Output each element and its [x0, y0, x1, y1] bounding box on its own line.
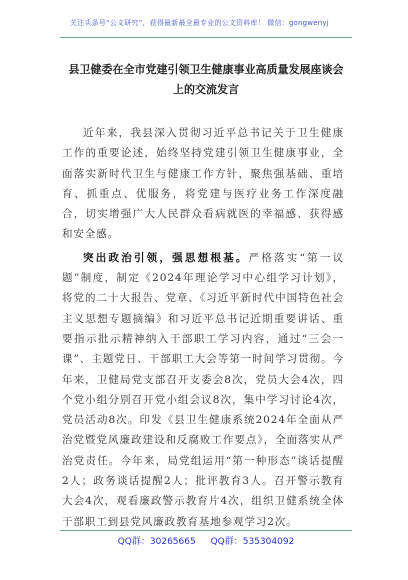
paragraph-intro: 近年来，我县深入贯彻习近平总书记关于卫生健康工作的重要论述，始终坚持党建引领卫生健康事业，全面落实新时代卫生与健康工作方针，聚焦强基础、重培育、抓重点、优服务，将党建与医疗业务工作深度融合，切实增强广大人民群众看病就医的幸福感、获得感和安全感。: [62, 127, 344, 241]
title-line-1: 县卫健委在全市党建引领卫生健康事业高质量发展座谈会: [68, 63, 344, 76]
paragraph-political-guidance: [62, 248, 344, 532]
title-line-2: 上的交流发言: [173, 83, 239, 96]
footer-divider: [60, 530, 352, 531]
header-divider: [60, 37, 352, 38]
header-banner: 关注头条号“公文研究”，获得最新最全最专业的公文资料库！ 微信：gongwenyj: [70, 19, 329, 27]
document-title: [64, 60, 348, 100]
qq-group-1: QQ群：30265665: [117, 537, 196, 547]
qq-group-2: QQ群：535304092: [210, 537, 295, 547]
document-body: [62, 123, 344, 535]
footer-contact: [60, 534, 352, 547]
paragraph-lead-heading: 突出政治引领，强思想根基。: [83, 251, 249, 264]
paragraph-body-text: 严格落实“第一议题”制度，制定《2024年理论学习中心组学习计划》，将党的二十大报告、党章、《习近平新时代中国特色社会主义思想专题摘编》和习近平总书记近期重要讲话、重要指示批示精神纳入干部职工学习内容，通过“三会一课”、主题党日、干部职工大会等第一时间学习贯彻。今年来，卫健局党支部召开支委会8次，党员大会4次，四个党小组分别召开党小组会议8次，集中学习讨论4次，党员活动8次。印发《县卫生健康系统2024年全面从严治党暨党风廉政建设和反腐败工作要点》，全面落实从严治党责任。今年来，局党组运用“第一种形态”谈话提醒2人；政务谈话提醒2人；批评教育3人。召开警示教育大会4次，观看廉政警示教育片4次，组织卫健系统全体干部职工到县党风廉政教育基地参观学习2次。: [62, 251, 344, 528]
